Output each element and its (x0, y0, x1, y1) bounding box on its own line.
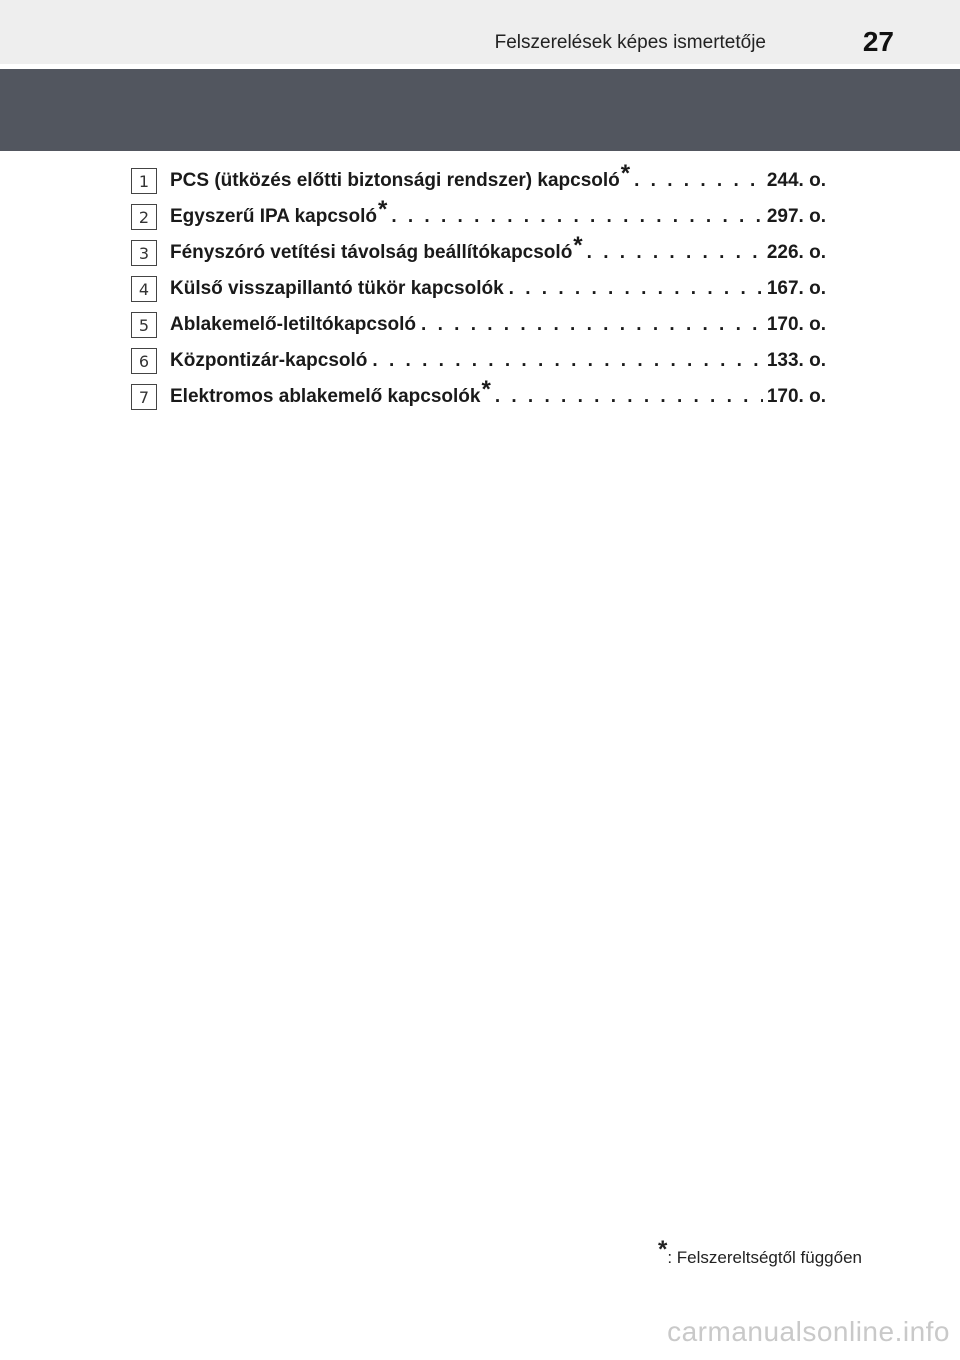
page-reference[interactable]: 226. o. (766, 242, 826, 263)
toc-row-1[interactable] (131, 160, 826, 199)
footnote-text: : Felszereltségtől függően (667, 1248, 862, 1267)
toc-row-5[interactable] (131, 307, 826, 343)
toc-row-3[interactable] (131, 232, 826, 271)
watermark: carmanualsonline.info (667, 1316, 950, 1347)
item-number-badge: 5 (131, 312, 157, 338)
item-number-badge: 2 (131, 204, 157, 230)
asterisk-mark: * (620, 160, 631, 187)
toc-row-7[interactable] (131, 376, 826, 415)
dot-leader (495, 386, 763, 408)
toc-row-4[interactable] (131, 271, 826, 307)
dot-leader (634, 170, 763, 192)
item-number-badge: 3 (131, 240, 157, 266)
page-number: 27 (862, 26, 894, 57)
header-strip (0, 0, 960, 64)
toc-label: Elektromos ablakemelő kapcsolók* (170, 376, 491, 407)
footnote (657, 1236, 862, 1268)
asterisk-mark: * (573, 232, 583, 259)
header-band (0, 69, 960, 151)
toc-label: Ablakemelő-letiltókapcsoló (170, 314, 417, 335)
toc-row-2[interactable] (131, 196, 826, 235)
toc-list (131, 160, 826, 415)
section-title: Felszerelések képes ismertetője (494, 32, 766, 53)
toc-label: Egyszerű IPA kapcsoló* (170, 196, 388, 227)
item-number-badge: 7 (131, 384, 157, 410)
asterisk-mark: * (481, 376, 491, 403)
dot-leader (421, 314, 763, 336)
page-reference[interactable]: 170. o. (766, 386, 826, 407)
item-number-badge: 4 (131, 276, 157, 302)
page-reference[interactable]: 133. o. (766, 350, 826, 371)
footnote-asterisk: * (657, 1236, 668, 1263)
dot-leader (391, 206, 763, 228)
toc-label: Központizár-kapcsoló (170, 350, 368, 371)
page-reference[interactable]: 170. o. (766, 314, 826, 335)
toc-label: Külső visszapillantó tükör kapcsolók (170, 278, 504, 299)
toc-label: Fényszóró vetítési távolság beállítókapcsoló* (170, 232, 583, 263)
asterisk-mark: * (377, 196, 388, 223)
dot-leader (372, 350, 762, 372)
toc-label: PCS (ütközés előtti biztonsági rendszer) kapcsoló* (170, 160, 631, 191)
page-reference[interactable]: 244. o. (766, 170, 826, 191)
page-reference[interactable]: 297. o. (766, 206, 826, 227)
item-number-badge: 1 (131, 168, 157, 194)
item-number-badge: 6 (131, 348, 157, 374)
page-reference[interactable]: 167. o. (766, 278, 826, 299)
toc-row-6[interactable] (131, 343, 826, 379)
dot-leader (587, 242, 763, 264)
dot-leader (509, 278, 763, 300)
